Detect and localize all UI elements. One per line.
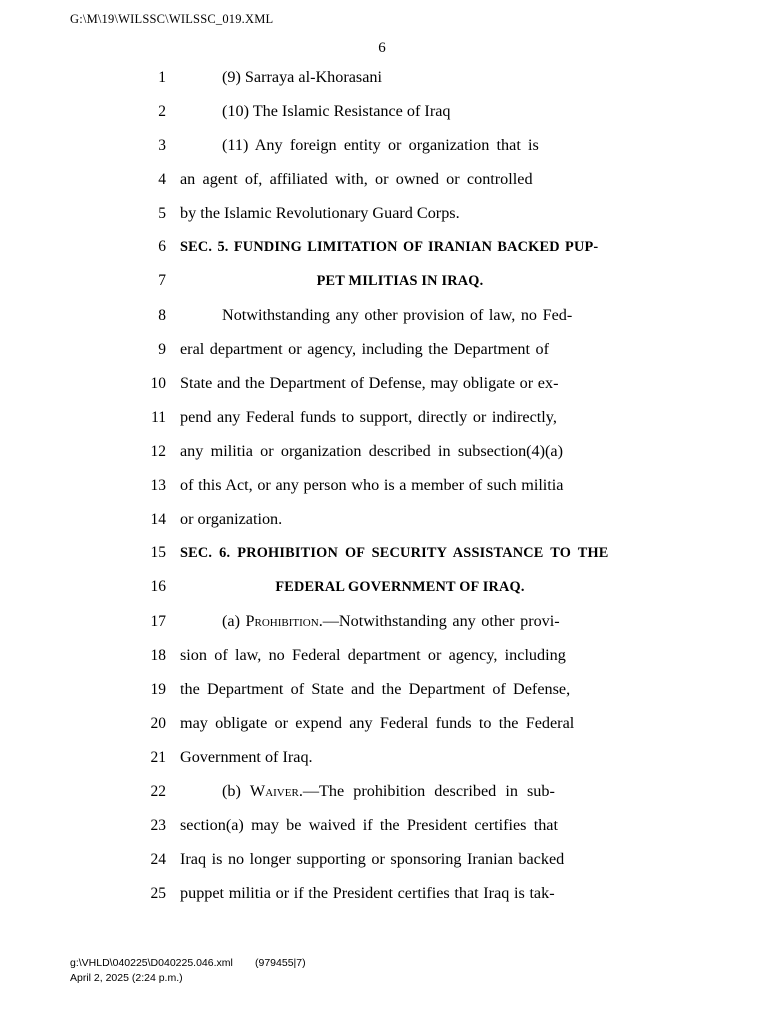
text-line [0,476,764,510]
line-text: an agent of, affiliated with, or owned or controlled [180,170,533,188]
footer-file-path: g:\VHLD\040225\D040225.046.xml [70,956,233,969]
line-text: (b) Waiver.—The prohibition described in sub- [222,782,555,800]
line-number: 20 [150,715,166,732]
line-number: 2 [158,103,166,120]
line-text: pend any Federal funds to support, directly or indirectly, [180,408,557,426]
text-line [0,136,764,170]
text-line [0,544,764,578]
page-footer [70,956,306,986]
line-text: by the Islamic Revolutionary Guard Corps. [180,204,460,222]
line-text: (11) Any foreign entity or organization that is [222,136,539,154]
text-line [0,170,764,204]
text-line [0,306,764,340]
line-text: the Department of State and the Department of Defense, [180,680,571,698]
small-caps-term: Waiver [249,782,299,800]
line-text: section(a) may be waived if the President certifies that [180,816,558,834]
section-heading-continued: FEDERAL GOVERNMENT OF IRAQ. [275,579,525,595]
text-line [0,442,764,476]
line-number: 17 [150,613,166,630]
footer-timestamp: April 2, 2025 (2:24 p.m.) [70,971,183,984]
line-text: State and the Department of Defense, may obligate or ex- [180,374,559,392]
small-caps-term: Prohibition [245,612,319,630]
text-line [0,782,764,816]
footer-line-2 [70,971,306,986]
text-line [0,272,764,306]
line-text: Iraq is no longer supporting or sponsoring Iranian backed [180,850,565,868]
line-number: 15 [150,544,166,561]
text-line [0,748,764,782]
section-heading: SEC. 6. PROHIBITION OF SECURITY ASSISTANCE TO THE [180,545,609,561]
text-line [0,816,764,850]
line-number: 4 [158,171,166,188]
line-number: 13 [150,477,166,494]
line-text: sion of law, no Federal department or agency, including [180,646,566,664]
line-number: 14 [150,511,166,528]
line-number: 1 [158,69,166,86]
text-line [0,612,764,646]
footer-job-code: (979455|7) [255,956,306,969]
header-file-path: G:\M\19\WILSSC\WILSSC_019.XML [70,12,274,26]
text-line [0,102,764,136]
text-line [0,850,764,884]
line-number: 22 [150,783,166,800]
line-text: any militia or organization described in subsection(4)(a) [180,442,564,460]
line-number: 9 [158,341,166,358]
line-number: 16 [150,578,166,595]
line-text: or organization. [180,510,283,528]
text-line [0,374,764,408]
line-text: (a) Prohibition.—Notwithstanding any other provi- [222,612,560,630]
line-number: 12 [150,443,166,460]
text-line [0,204,764,238]
footer-line-1 [70,956,306,971]
line-number: 18 [150,647,166,664]
line-number: 3 [158,137,166,154]
text-line [0,68,764,102]
line-number: 6 [158,238,166,255]
line-text: puppet militia or if the President certifies that Iraq is tak- [180,884,555,902]
line-text: (9) Sarraya al-Khorasani [222,68,383,86]
text-line [0,578,764,612]
line-number: 23 [150,817,166,834]
line-text: Government of Iraq. [180,748,313,766]
line-text: Notwithstanding any other provision of law, no Fed- [222,306,573,324]
text-line [0,714,764,748]
text-line [0,510,764,544]
line-text: may obligate or expend any Federal funds to the Federal [180,714,575,732]
text-line [0,884,764,918]
line-number: 24 [150,851,166,868]
document-body [0,68,764,918]
text-line [0,340,764,374]
line-text: eral department or agency, including the Department of [180,340,550,358]
line-number: 25 [150,885,166,902]
line-number: 10 [150,375,166,392]
text-line [0,646,764,680]
line-number: 8 [158,307,166,324]
line-number: 7 [158,272,166,289]
line-number: 21 [150,749,166,766]
line-number: 11 [151,409,166,426]
text-line [0,238,764,272]
line-text: (10) The Islamic Resistance of Iraq [222,102,451,120]
line-text: of this Act, or any person who is a member of such militia [180,476,564,494]
page-number: 6 [378,40,386,56]
line-number: 5 [158,205,166,222]
text-line [0,408,764,442]
section-heading: SEC. 5. FUNDING LIMITATION OF IRANIAN BACKED PUP- [180,239,599,255]
text-line [0,680,764,714]
section-heading-continued: PET MILITIAS IN IRAQ. [316,273,484,289]
line-number: 19 [150,681,166,698]
